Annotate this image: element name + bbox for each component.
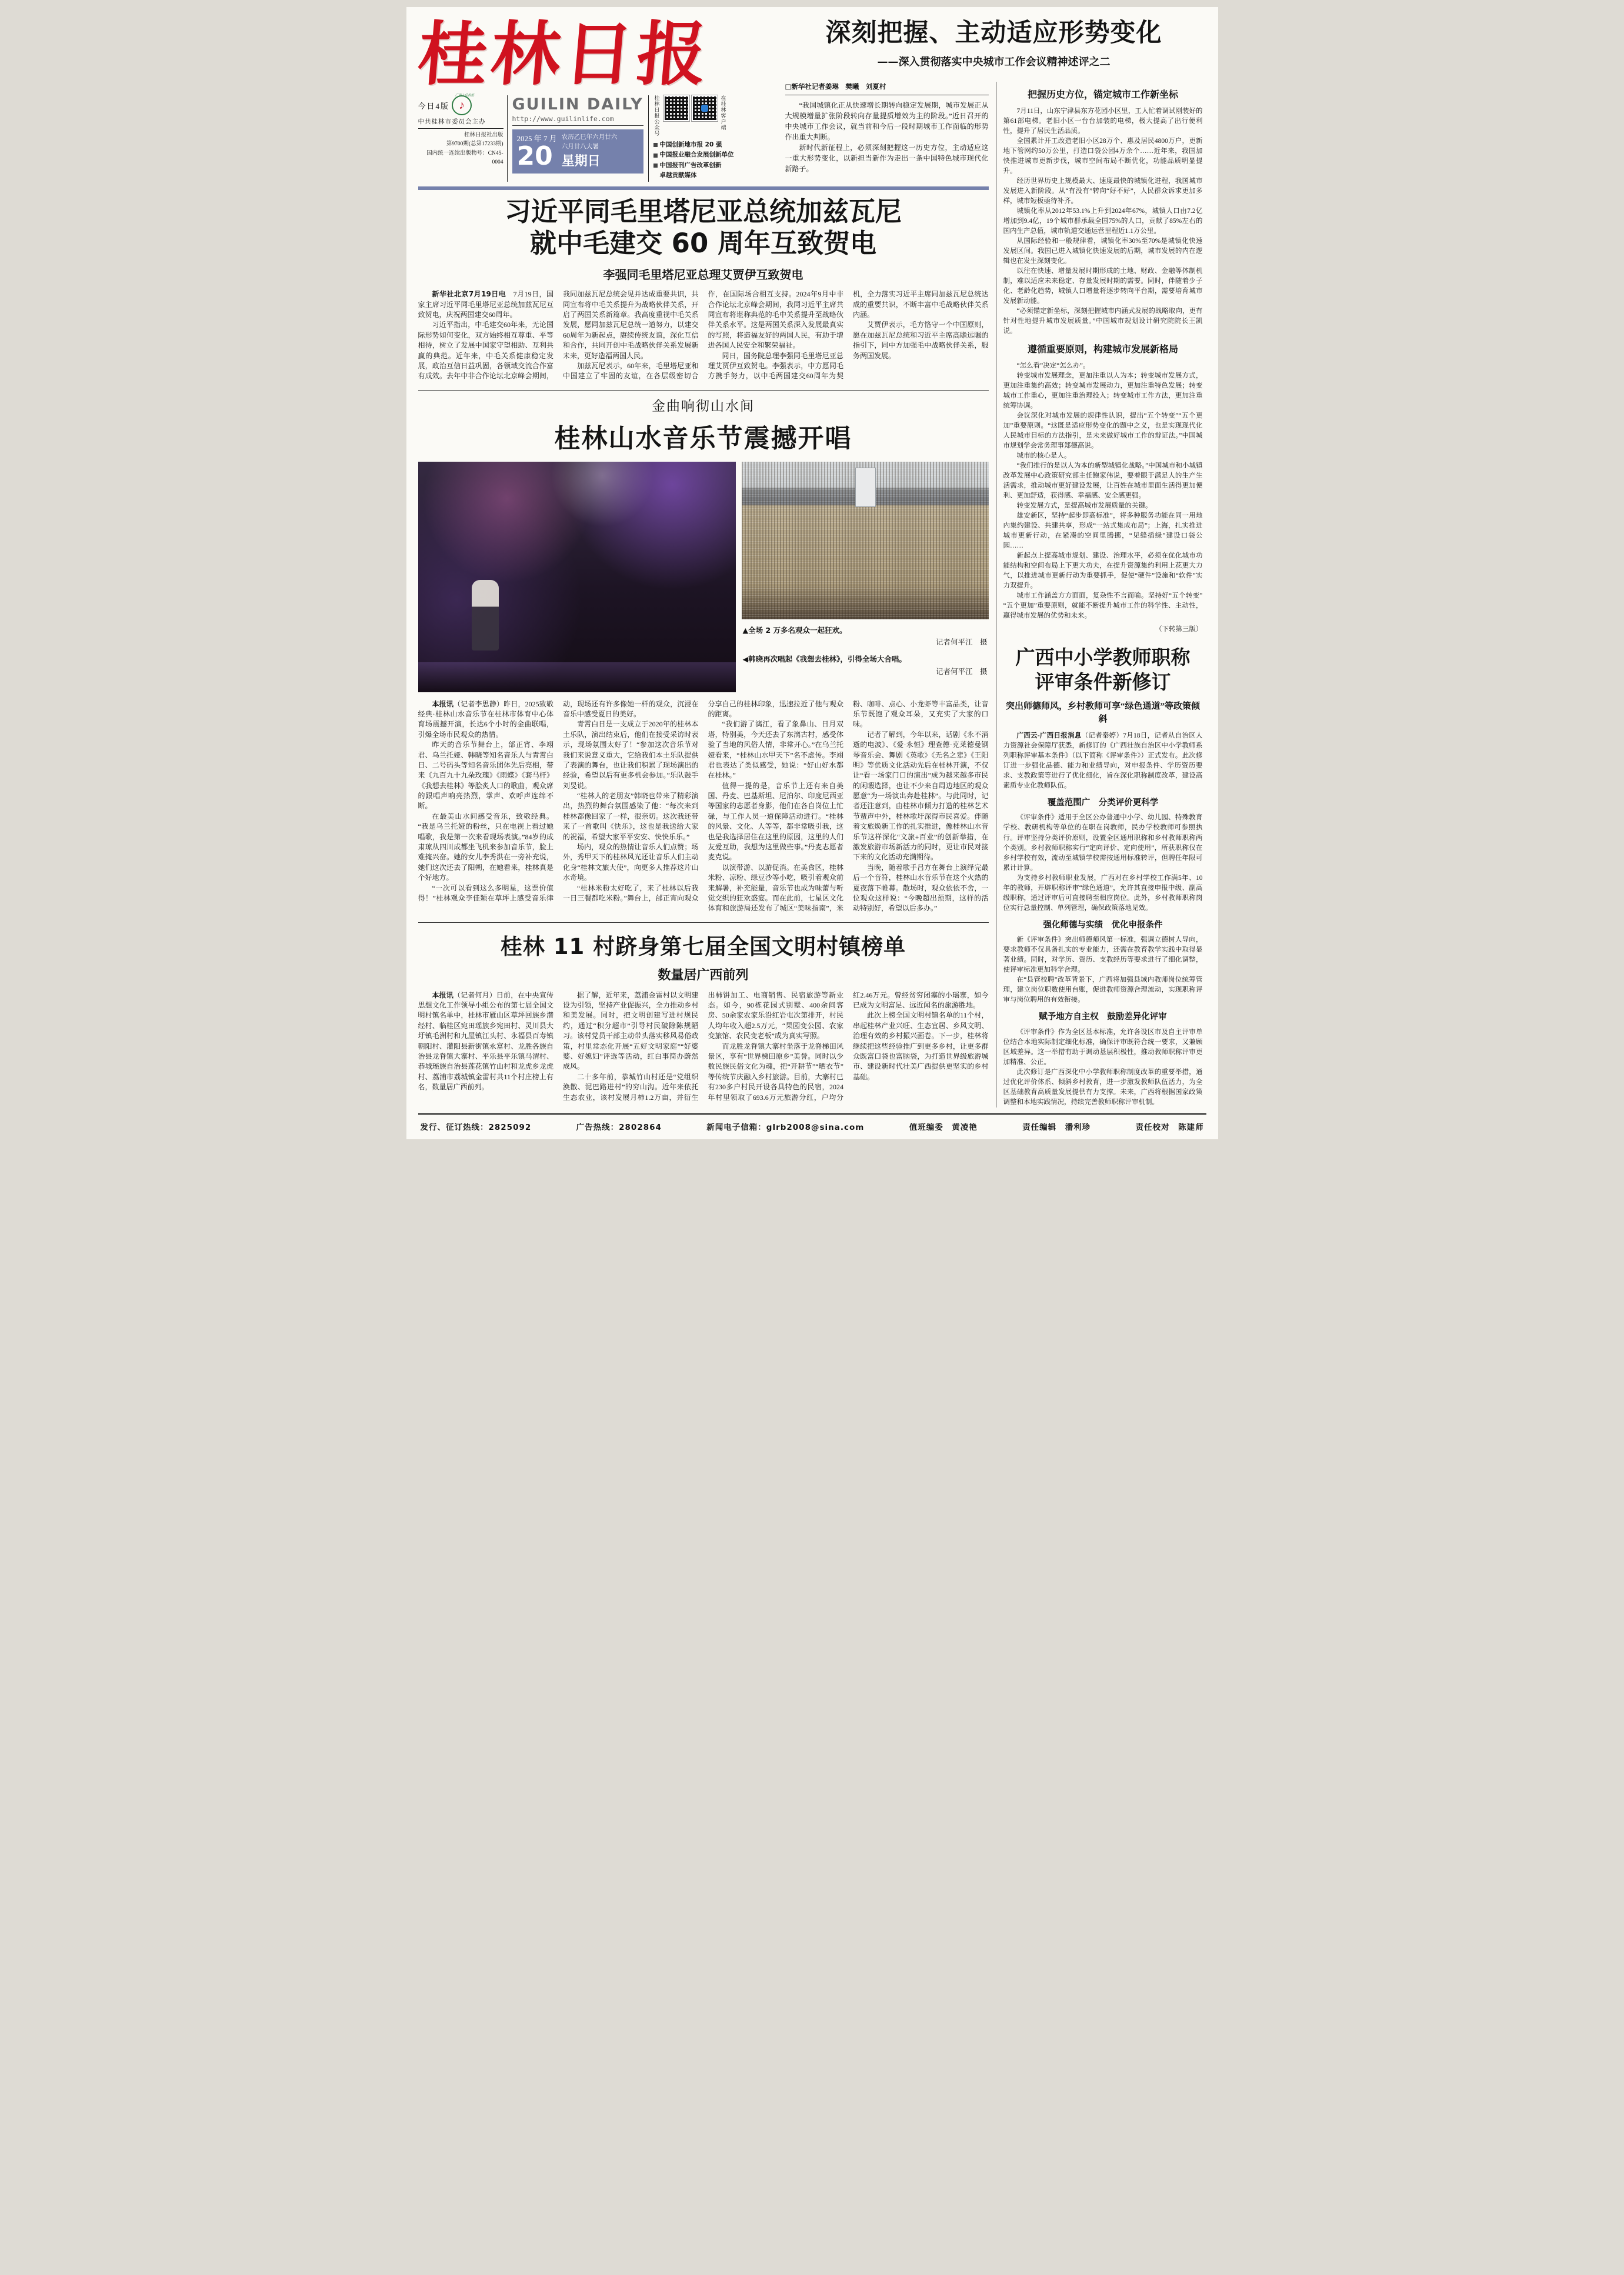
xi-article-body <box>418 289 989 382</box>
date-year-month: 2025 年 7 月 <box>516 134 557 144</box>
music-article-kicker: 金曲响彻山水间 <box>652 398 755 414</box>
continued-on-page-note: （下转第三版） <box>1155 626 1203 633</box>
lunar-date-line2: 六月廿八大暑 <box>561 144 599 151</box>
caption-text: ▲全场 2 万多名观众一起狂欢。 <box>742 625 847 635</box>
byline-prefix: 本报讯 <box>432 990 453 999</box>
paragraph: 习近平指出，中毛建交60年来，无论国际形势如何变化，双方始终相互尊重、平等相待，树立了发展中国家守望相助、互利共赢的典范。近年来，中毛关系健康稳定发展，政治互信日益巩固，各领域交流合作富有成效。去年中非合作论坛北京峰会期间，我同加兹瓦尼总统会见并达成重要共识，共同宣布将中毛关系提升为战略伙伴关系，开启了两国关系新篇章。我高度重视中毛关系发展，愿同加兹瓦尼总统一道努力，以建交60周年为新起点，赓续传统友谊，深化互信和合作，共同开创中毛战略伙伴关系发展新未来，更好造福两国人民。 <box>418 290 699 381</box>
paragraph: “一次可以看到这么多明星，这票价值得！”桂林观众李佳颖在草坪上感受音乐律动，现场还有许多像她一样的观众，沉浸在音乐中感受夏日的美好。 <box>418 699 699 902</box>
square-bullet-icon <box>653 143 658 147</box>
paragraph: 艾贾伊表示，毛方恪守一个中国原则，愿在加兹瓦尼总统和习近平主席高瞻远瞩的指引下，同中方加强毛中战略伙伴关系，服务两国发展。 <box>853 321 989 360</box>
square-bullet-icon <box>653 164 658 168</box>
paragraph: 当晚，随着歌手吕方在舞台上演绎完最后一个音符，桂林山水音乐节在这个火热的夏夜落下帷幕。散场时，观众依依不舍，一位观众这样说：“今晚超出预期，这样的活动特别好，希望以后多办。” <box>853 863 989 913</box>
paragraph: 为支持乡村教师职业发展，广西对在乡村学校工作满5年、10年的教师，开辟职称评审“绿色通道”，允许其直接申报中级、副高级职称，通过评审后可直接聘至相应岗位。此外，乡村教师职称岗位实行总量控制、单列管理，确保政策落地见效。 <box>1003 874 1203 912</box>
paragraph <box>418 289 554 320</box>
duty-editor: 值班编委 黄凌艳 <box>909 1122 978 1132</box>
paragraph: 同日，国务院总理李强同毛里塔尼亚总理艾贾伊互致贺电。李强表示，中方愿同毛方携手努力，以中毛两国建交60周年为契机，全力落实习近平主席同加兹瓦尼总统达成的重要共识，不断丰富中毛战略伙伴关系内涵。 <box>708 290 989 381</box>
square-bullet-icon <box>653 154 658 158</box>
newspaper-url: http://www.guilinlife.com <box>512 114 643 126</box>
guangxi-top10-seal-icon <box>452 94 475 115</box>
qr-right-label: 在桂林客户端 <box>720 95 726 131</box>
paragraph: 城市工作涵盖方方面面，复杂性不言而喻。坚持好“五个转变”“五个更加”重要原则，就能不断提升城市工作的科学性、主动性，赢得城市发展的优势和未来。 <box>1003 592 1203 620</box>
paragraph: 昨天的音乐节舞台上，邰正宵、李翊君、乌兰托娅、韩晓等知名音乐人与青霄白日、二号码头等知名音乐团体先后亮相，带来《九百九十九朵玫瑰》《雨蝶》《套马杆》《我想去桂林》等脍炙人口的歌曲，观众席的跟唱声响亮热烈，掌声、欢呼声连绵不断。 <box>418 740 553 810</box>
music-article-body <box>418 699 989 914</box>
teacher-section-title: 赋予地方自主权 鼓励差异化评审 <box>1039 1012 1167 1022</box>
lead-text: （记者秦婷）7月18日，记者从自治区人力资源社会保障厅获悉，新修订的《广西壮族自治区中小学教师系列职称评审基本条件》（以下简称《评审条件》）正式发布。此次修订进一步强化品德、能力和业绩导向，对申报条件、学历资历要求、支教政策等进行了优化细化，旨在深化职称制度改革，建设高素质专业化教师队伍。 <box>1003 732 1203 789</box>
weekday: 星期日 <box>561 154 601 169</box>
photo-captions <box>742 619 989 683</box>
paragraph: 《评审条件》适用于全区公办普通中小学、幼儿园、特殊教育学校、教研机构等单位的在职在岗教师，民办学校教师可参照执行。评审坚持分类评价原则，设置全区通用职称和乡村教师职称两个类别。乡村教师职称实行“定向评价、定向使用”，所获职称仅在乡村学校有效，流动至城镇学校需按通用标准转评，但聘任年限可累计计算。 <box>1003 814 1203 872</box>
city-article-byline: □新华社记者姜琳 樊曦 刘夏村 <box>785 82 989 95</box>
news-email: 新闻电子信箱：glrb2008@sina.com <box>706 1122 865 1132</box>
teacher-section-title: 覆盖范围广 分类评价更科学 <box>1047 798 1159 808</box>
paragraph: “我们推行的是以人为本的新型城镇化战略。”中国城市和小城镇改革发展中心政策研究部主任鲍家伟说，要着眼于满足人的生产生活需求，推动城市更好建设发展，让百姓在城市里面生活得更加便利、更加舒适，获得感、幸福感、安全感更强。 <box>1003 462 1203 500</box>
paragraph: 此次上榜全国文明村镇名单的11个村，串起桂林产业兴旺、生态宜居、乡风文明、治理有效的乡村振兴画卷。下一步，桂林将继续把这些经验推广到更多乡村，让更多群众既富口袋也富脑袋，为打造世界级旅游城市、建设新时代壮美广西提供更坚实的乡村基础。 <box>853 1011 989 1081</box>
paragraph: 场内，观众的热情让音乐人们点赞；场外，秀甲天下的桂林风光还让音乐人们主动化身“桂林文旅大使”，向更多人推荐这片山水奇境。 <box>563 843 699 882</box>
paragraph: 而龙胜龙脊镇大寨村坐落于龙脊梯田风景区，享有“世界梯田原乡”美誉。同时以少数民族民俗文化为魂，把“开耕节”“晒衣节”等传统节庆融入乡村旅游。目前，大寨村已有230多户村民开设各具特色的民宿，2024年村里领取了693.6万元旅游分红，户均分红2.46万元。曾经贫穷闭塞的小瑶寨，如今已成为文明富足、远近闻名的旅游胜地。 <box>708 990 989 1102</box>
byline-prefix: 本报讯 <box>432 699 453 708</box>
newspaper-title-calligraphy: 桂林日报 <box>414 13 713 95</box>
paragraph: 经历世界历史上规模最大、速度最快的城镇化进程，我国城市发展进入新阶段。从“有没有”转向“好不好”，人民群众诉求更加多样，城市短板亟待补齐。 <box>1003 178 1203 205</box>
city-section-title: 把握历史方位，锚定城市工作新坐标 <box>1027 89 1178 101</box>
caption-text: ◀韩晓再次唱起《我想去桂林》，引得全场大合唱。 <box>742 655 906 664</box>
paragraph: 据了解，近年来，荔浦金雷村以文明建设为引领，坚持产业促振兴，全力推动乡村和美发展。同时，把文明创建写进村规民约，通过“积分超市”引导村民破除陈规陋习。该村党员干部主动带头落实移风易俗政策，村里常态化开展“五好文明家庭”“好婆婆、好媳妇”评选等活动，红白事简办蔚然成风。 <box>563 990 699 1071</box>
teacher-article-subhead: 突出师德师风，乡村教师可享“绿色通道”等政策倾斜 <box>1005 701 1200 725</box>
city-article-headline: 深刻把握、主动适应形势变化 <box>825 18 1162 48</box>
city-article-subtitle: ——深入贯彻落实中央城市工作会议精神述评之二 <box>877 56 1111 69</box>
paragraph: 以往在快速、增量发展时期形成的土地、财政、金融等体制机制，难以适应未来稳定、存量发展时期的需要。同时，伴随着少子化、老龄化趋势，城镇人口增量将逐步转向平台期，需要培育城市发展新动能。 <box>1003 268 1203 305</box>
honor-list <box>653 140 778 181</box>
stage-performance-photo <box>418 462 736 692</box>
date-box <box>512 129 643 174</box>
paragraph: 以演带游、以游促消。在美食区，桂林米粉、凉粉、绿豆沙等小吃，吸引着观众前来解暑，补充能量，音乐节也成为味蕾与听觉交织的狂欢盛宴。而在此前，七星区文化体育和旅游局还发布了城区“美味指南”，米粉、咖啡、点心、小龙虾等丰富品类，让音乐节既饱了观众耳朵，又充实了大家的口味。 <box>708 699 989 913</box>
village-article <box>418 922 989 1108</box>
xi-headline-line1: 习近平同毛里塔尼亚总统加兹瓦尼 <box>504 196 902 228</box>
paragraph: “我们游了漓江，看了象鼻山、日月双塔，特别美，今天还去了东漓古村，感受体验了当地的风俗人情，非常开心。”在乌兰托娅看来，“桂林山水甲天下”名不虚传。李翊君也表达了类似感受，她说：“好山好水都在桂林。” <box>708 720 843 780</box>
paragraph: “必须锚定新坐标，深刻把握城市内涵式发展的战略取向，更有针对性地提升城市发展质量。”中国城市规划设计研究院院长王凯说。 <box>1003 308 1203 335</box>
village-article-subhead: 数量居广西前列 <box>658 968 749 983</box>
teacher-headline-line2: 评审条件新修订 <box>1035 670 1171 693</box>
paragraph: 《评审条件》作为全区基本标准，允许各设区市及自主评审单位结合本地实际制定细化标准，确保评审既符合统一要求，又兼顾区域差异。这一举措有助于调动基层积极性，推动教师职称评审更加精准、公正。 <box>1003 1028 1203 1066</box>
paragraph: “桂林人的老朋友”韩晓也带来了精彩演出，热烈的舞台氛围感染了他：“每次来到桂林都像回家了一样，很亲切。这次我还带来了一首歌叫《快乐》，这也是我送给大家的祝福，希望大家平平安安、快快乐乐。” <box>563 792 699 841</box>
qr-left-label: 桂林日报公众号 <box>653 95 660 137</box>
circulation-hotline: 发行、征订热线：2825092 <box>420 1122 532 1132</box>
honor-item: 中国报业融合发展创新单位 <box>659 151 734 159</box>
paragraph: “我国城镇化正从快速增长期转向稳定发展期，城市发展正从大规模增量扩张阶段转向存量提质增效为主的阶段。”近日召开的中央城市工作会议，就当前和今后一段时期城市工作面临的形势作出重大判断。 <box>785 101 989 141</box>
paragraph: 在最美山水间感受音乐，致敬经典。“我是乌兰托娅的粉丝，只在电视上看过她唱歌，我是第一次来看现场表演。”84岁的成肃琼从四川成都坐飞机来参加音乐节，脸上难掩兴奋。她的女儿李秀洪在一旁补充说，她们这次还去了阳朔，在她看来，桂林真是个好地方。 <box>418 812 553 882</box>
paragraph: 二十多年前，恭城竹山村还是“党组织涣散、泥巴路进村”的穷山沟。近年来依托生态农业，该村发展月柿1.2万亩，并衍生出柿饼加工、电商销售、民宿旅游等新业态。如今，90栋花园式别墅、400余间客房、50余家农家乐沿红岩屯次第排开，村民人均年收入超2.5万元，“果园变公园、农家变旅馆、农民变老板”成为真实写照。 <box>563 990 843 1102</box>
proofreader: 责任校对 陈建师 <box>1135 1122 1204 1132</box>
lead-prefix: 广西云-广西日报消息 <box>1016 732 1082 739</box>
issue-number: 第9700期(总第17233期) <box>446 141 503 148</box>
responsible-editor: 责任编辑 潘利珍 <box>1022 1122 1091 1132</box>
paragraph: 记者了解到，今年以来，话剧《永不消逝的电波》、《爱·永恒》理查德·克莱德曼钢琴音乐会、舞剧《英歌》《无名之辈》《王阳明》等优质文化活动先后在桂林开演，不仅让“看一场家门口的演出”成为越来越多市民的闲暇选择，也让不少来自周边地区的观众愿意“为一场演出奔赴桂林”。与此同时，记者还注意到，由桂林市倾力打造的桂林艺术节蜚声中外，桂林歌圩深得市民喜爱。伴随着文旅焕新工作的扎实推进，像桂林山水音乐节这样深化“文旅+百业”的创新举措，在激发旅游市场新活力的同时，更让市民对接下来的文化活动充满期待。 <box>853 730 989 862</box>
masthead-publication-info <box>418 95 508 182</box>
paragraph-text: 7月19日，国家主席习近平同毛里塔尼亚总统加兹瓦尼互致贺电，庆祝两国建交60周年。 <box>418 290 553 319</box>
paragraph: 7月11日，山东宁津县东方花园小区里，工人忙着调试刚装好的第61部电梯。老旧小区一台台加装的电梯，极大提高了出行便利性，提升了居民生活品质。 <box>1003 107 1203 135</box>
publisher-line: 桂林日报社出版 <box>463 132 503 139</box>
city-article-intro <box>785 82 989 182</box>
paragraph: 转变发展方式，是提高城市发展质量的关键。 <box>1016 502 1152 510</box>
seal-label: 广西十佳报纸 <box>455 94 475 98</box>
xi-article <box>418 186 989 382</box>
paragraph: 此次修订是广西深化中小学教师职称制度改革的重要举措，通过优化评价体系、倾斜乡村教育，进一步激发教师队伍活力，为全区基础教育高质量发展提供有力支撑。未来，广西将根据国家政策调整和本地实践情况，持续完善教师职称评审机制。 <box>1003 1068 1203 1106</box>
paragraph: 雄安新区，坚持“起步即高标准”，将多种服务功能在同一用地内集约建设、共建共享，形成“一站式集成布局”；上海，扎实推进城市更新行动，在紧凑的空间里腾挪，“见缝插绿”建设口袋公园…… <box>1003 512 1203 550</box>
qr-code-app-icon <box>692 95 718 121</box>
honor-item-continued: 卓越贡献媒体 <box>659 172 697 179</box>
crowd-photo <box>742 462 989 619</box>
paragraph-text: （记者何月）日前，在中央宣传思想文化工作领导小组公布的第七届全国文明村镇名单中，桂林市雁山区草坪回族乡潜经村、临桂区宛田瑶族乡宛田村、灵川县大圩镇毛洲村和九屋镇江头村、永福县百寿镇朝阳村、灌阳县新街镇永富村、龙胜各族自治县龙脊镇大寨村、平乐县平乐镇马渭村、恭城瑶族自治县莲花镇竹山村和龙虎乡龙虎村、荔浦市荔城镇金雷村共11个村庄榜上有名，数量居广西前列。 <box>418 990 553 1092</box>
edition-count: 今日4版 <box>418 101 450 111</box>
paragraph: 全国累计开工改造老旧小区28万个、惠及居民4800万户，更新地下管网约50万公里，打造口袋公园4万余个……近年来，我国加快推进城市更新步伐，城市空间布局不断优化，功能品质明显提升。 <box>1003 138 1203 175</box>
newspaper-front-page <box>406 7 1218 1139</box>
seal-glyph: ♪ <box>459 98 465 112</box>
teacher-section-title: 强化师德与实绩 优化申报条件 <box>1043 920 1163 930</box>
music-festival-article <box>418 390 989 915</box>
paragraph: 从国际经验和一般规律看，城镇化率30%至70%是城镇化快速发展区间。我国已进入城镇化快速发展的后期，城市发展的内在逻辑也在发生深刻变化。 <box>1003 238 1203 265</box>
xi-article-subhead: 李强同毛里塔尼亚总理艾贾伊互致贺电 <box>603 268 803 282</box>
music-article-headline: 桂林山水音乐节震撼开唱 <box>554 423 852 453</box>
lunar-date-line1: 农历乙巳年六月廿六 <box>561 134 618 141</box>
caption-credit: 记者何平江 摄 <box>935 638 988 647</box>
right-rail <box>996 82 1203 1107</box>
paragraph <box>418 699 554 740</box>
paragraph: 新《评审条件》突出师德师风第一标准，强调立德树人导向，要求教师不仅具备扎实的专业能力，还需在教育教学实践中取得显著业绩。同时，对学历、资历、支教经历等要求进行了细化调整，使评审标准更加科学合理。 <box>1003 936 1203 974</box>
xi-headline-line2: 就中毛建交 60 周年互致贺电 <box>530 228 876 259</box>
paragraph: 值得一提的是，音乐节上还有来自美国、丹麦、巴基斯坦、尼泊尔、印度尼西亚等国家的志愿者身影，他们在各自岗位上忙碌，与工作人员一道保障活动进行。“桂林的风景、文化、人等等，都非常吸引我，这也是我选择居住在这里的原因，这里的人们友爱互助，我想为这里做些事。”丹麦志愿者麦克说。 <box>708 781 843 862</box>
paragraph: 城市的核心是人。 <box>1016 452 1071 460</box>
qr-code-wechat-icon <box>663 95 689 121</box>
paragraph: 会议深化对城市发展的规律性认识，提出“五个转变”“五个更加”重要原则。“这既是适应形势变化的题中之义，也是实现现代化人民城市目标的方法指引，是未来做好城市工作的辩证法。”中国城市规划学会常务理事郑德高说。 <box>1003 412 1203 450</box>
dateline: 新华社北京7月19日电 <box>432 290 506 299</box>
paragraph: 新起点上提高城市规划、建设、治理水平，必须在优化城市功能结构和空间布局上下更大功夫，在提升资源集约利用上花更大力气，以推进城市更新行动为重要抓手，促使“硬件”设施和“软件”实力双提升。 <box>1003 552 1203 590</box>
paragraph: 加兹瓦尼表示，60年来，毛里塔尼亚和中国建立了牢固的友谊，在各层级密切合作，在国际场合相互支持。2024年9月中非合作论坛北京峰会期间，我同习近平主席共同宣布将堪称典范的毛中关系提升至战略伙伴关系水平。这是两国关系深入发展最真实的写照，将造福友好的两国人民，有助于增进各国人民安全和繁荣福祉。 <box>563 290 843 381</box>
village-article-body <box>418 990 989 1103</box>
honor-item: 中国创新地市报 20 强 <box>659 141 722 149</box>
paragraph-text: （记者李思静）昨日，2025致敬经典·桂林山水音乐节在桂林市体育中心体育场震撼开演，长达6个小时的金曲联唱，引爆全场市民观众的热情。 <box>418 699 553 739</box>
organizer-line: 中共桂林市委员会主办 <box>418 119 486 126</box>
issn-number: 国内统一连续出版物号：CN45-0004 <box>426 150 503 165</box>
masthead <box>414 13 778 182</box>
paragraph: 新时代新征程上，必须深刻把握这一历史方位，主动适应这一重大形势变化，以新担当新作为走出一条中国特色城市现代化新路子。 <box>785 143 989 173</box>
teacher-article-headline <box>1003 645 1203 694</box>
city-article-header <box>785 15 1203 82</box>
city-section-title: 遵循重要原则，构建城市发展新格局 <box>1027 343 1178 355</box>
teacher-headline-line1: 广西中小学教师职称 <box>1015 646 1191 669</box>
ads-hotline: 广告热线：2802864 <box>576 1122 662 1132</box>
caption-credit: 记者何平江 摄 <box>935 667 988 676</box>
paragraph: 城镇化率从2012年53.1%上升到2024年67%，城镇人口由7.2亿增加到9.4亿，19个城市群承载全国75%的人口，贡献了85%左右的国内生产总值，城市轨道交通运营里程近1.1万公里。 <box>1003 208 1203 235</box>
masthead-right <box>649 95 778 182</box>
paragraph <box>1003 731 1203 791</box>
masthead-center <box>508 95 649 182</box>
paragraph: 转变城市发展理念，更加注重以人为本；转变城市发展方式，更加注重集约高效；转变城市发展动力，更加注重特色发展；转变城市工作重心，更加注重治理投入；转变城市工作方法，更加注重统筹协调。 <box>1003 372 1203 410</box>
xi-article-headline <box>418 196 989 259</box>
paragraph: “怎么看”决定“怎么办”。 <box>1016 362 1090 369</box>
paragraph: 在“县管校聘”改革背景下，广西将加强县域内教师岗位统筹管理，建立岗位职数使用台账，促进教师资源合理流动，实现职称评审与岗位聘用的有效衔接。 <box>1003 976 1203 1004</box>
paragraph <box>418 990 554 1093</box>
village-article-headline: 桂林 11 村跻身第七届全国文明村镇榜单 <box>500 933 906 959</box>
date-day: 20 <box>516 141 553 172</box>
honor-item: 中国报刊广告改革创新 <box>659 161 722 169</box>
paragraph: 青霄白日是一支成立于2020年的桂林本土乐队，演出结束后，他们在接受采访时表示，现场氛围太好了！“参加这次音乐节对我们来说意义重大，它给我们本土乐队提供了表演的舞台，也让我们积累了现场演出的经验，希望以后有更多机会参加。”乐队鼓手刘旻说。 <box>563 720 699 790</box>
page-footer <box>418 1113 1206 1139</box>
paragraph: “桂林米粉太好吃了，来了桂林以后我一日三餐都吃米粉。”舞台上，邰正宵向观众分享自己的桂林印象，迅速拉近了他与观众的距离。 <box>563 699 843 902</box>
newspaper-title-english: GUILIN DAILY <box>512 95 643 114</box>
